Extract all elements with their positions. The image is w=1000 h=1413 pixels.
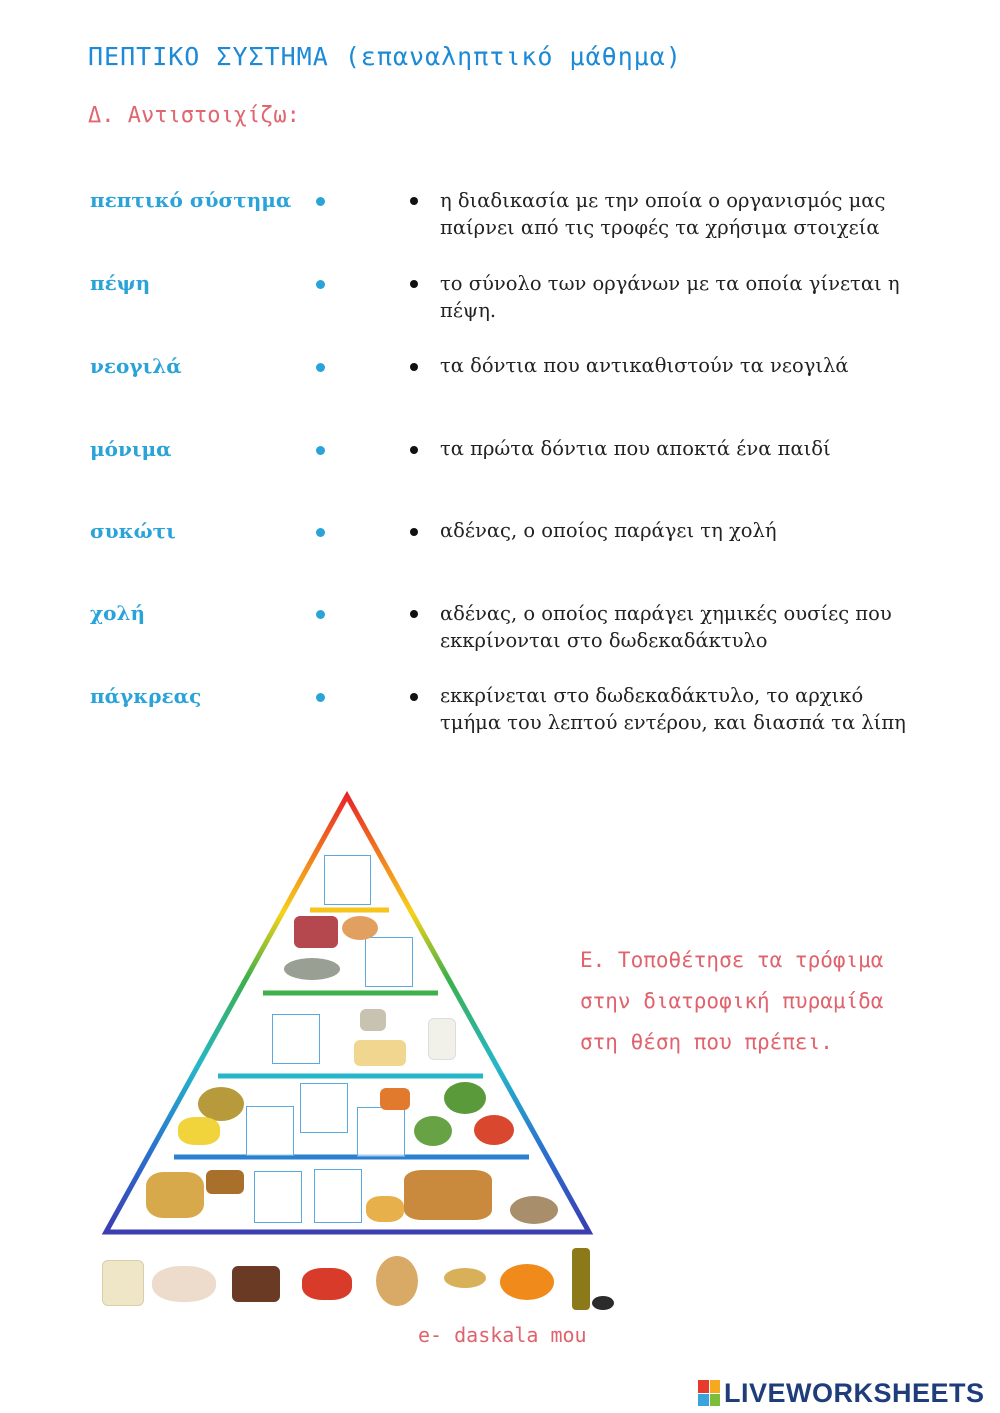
definition-1: η διαδικασία με την οποία ο οργανισμός μας παίρνει από τις τροφές τα χρήσιμα στοιχεία <box>440 189 886 239</box>
term-3: νεογιλά <box>90 354 182 378</box>
cheese-block-icon <box>354 1040 406 1066</box>
apples-icon <box>198 1087 244 1121</box>
cheese-icon[interactable] <box>102 1260 144 1306</box>
pyramid-drop-box-5[interactable] <box>246 1106 294 1156</box>
liveworksheets-logo <box>698 1378 985 1408</box>
section-e-line-3: στη θέση που πρέπει. <box>580 1030 833 1054</box>
oranges-icon[interactable] <box>500 1264 554 1300</box>
definition-3: τα δόντια που αντικαθιστούν τα νεογιλά <box>440 354 849 377</box>
olive-oil-icon[interactable] <box>572 1248 590 1310</box>
term-4: μόνιμα <box>90 437 172 461</box>
cereal-bar-icon <box>206 1170 244 1194</box>
pasta-icon <box>404 1170 492 1220</box>
term-5: συκώτι <box>90 519 176 543</box>
liveworksheets-logo-text: LIVEWORKSHEETS <box>724 1377 985 1408</box>
pyramid-drop-box-7[interactable] <box>254 1171 302 1223</box>
nuts-icon <box>510 1196 558 1224</box>
definition-4: τα πρώτα δόντια που αποκτά ένα παιδί <box>440 437 831 460</box>
butter-icon <box>360 1009 386 1031</box>
pyramid-drop-box-8[interactable] <box>314 1169 362 1223</box>
author-credit: e- daskala mou <box>418 1323 587 1347</box>
section-e-line-2: στην διατροφική πυραμίδα <box>580 989 884 1013</box>
carrots-icon <box>380 1088 410 1110</box>
pyramid-drop-box-4[interactable] <box>300 1083 348 1133</box>
term-7: πάγκρεας <box>90 684 202 708</box>
liveworksheets-logo-icon <box>698 1380 720 1406</box>
term-1: πεπτικό σύστημα <box>90 188 292 212</box>
pyramid-drop-box-1[interactable] <box>324 855 371 905</box>
pyramid-drop-box-3[interactable] <box>272 1014 320 1064</box>
definition-7: εκκρίνεται στο δωδεκαδάκτυλο, το αρχικό τμήμα του λεπτού εντέρου, και διασπά τα λίπη <box>440 684 906 734</box>
term-2: πέψη <box>90 271 151 295</box>
bananas-icon <box>178 1117 220 1145</box>
vegetables-icon <box>474 1115 514 1145</box>
definition-6: αδένας, ο οποίος παράγει χημικές ουσίες που εκκρίνονται στο δωδεκαδάκτυλο <box>440 602 892 652</box>
bread-icon[interactable] <box>376 1256 418 1306</box>
fish-icon <box>284 958 340 980</box>
definition-2: το σύνολο των οργάνων με τα οποία γίνεται η πέψη. <box>440 272 900 322</box>
eggs-icon <box>342 916 378 940</box>
pasta-nest-icon <box>366 1196 404 1222</box>
peppers-icon[interactable] <box>302 1268 352 1300</box>
section-e-instruction <box>580 940 940 1063</box>
olives-icon <box>592 1296 614 1310</box>
cake-icon[interactable] <box>232 1266 280 1302</box>
chicken-icon[interactable] <box>152 1266 216 1302</box>
pyramid-drop-box-2[interactable] <box>365 937 413 987</box>
section-e-line-1: Ε. Τοποθέτησε τα τρόφιμα <box>580 948 884 972</box>
section-d-heading: Δ. Αντιστοιχίζω: <box>88 103 300 128</box>
milk-glass-icon <box>428 1018 456 1060</box>
definition-5: αδένας, ο οποίος παράγει τη χολή <box>440 519 777 542</box>
page-title: ΠΕΠΤΙΚΟ ΣΥΣΤΗΜΑ (επαναληπτικό μάθημα) <box>88 42 682 71</box>
broccoli-icon <box>414 1116 452 1146</box>
grain-icon[interactable] <box>444 1268 486 1288</box>
corn-icon <box>146 1172 204 1218</box>
lettuce-icon <box>444 1082 486 1114</box>
pyramid-drop-box-6[interactable] <box>357 1107 405 1157</box>
term-6: χολή <box>90 601 146 625</box>
meat-icon <box>294 916 338 948</box>
